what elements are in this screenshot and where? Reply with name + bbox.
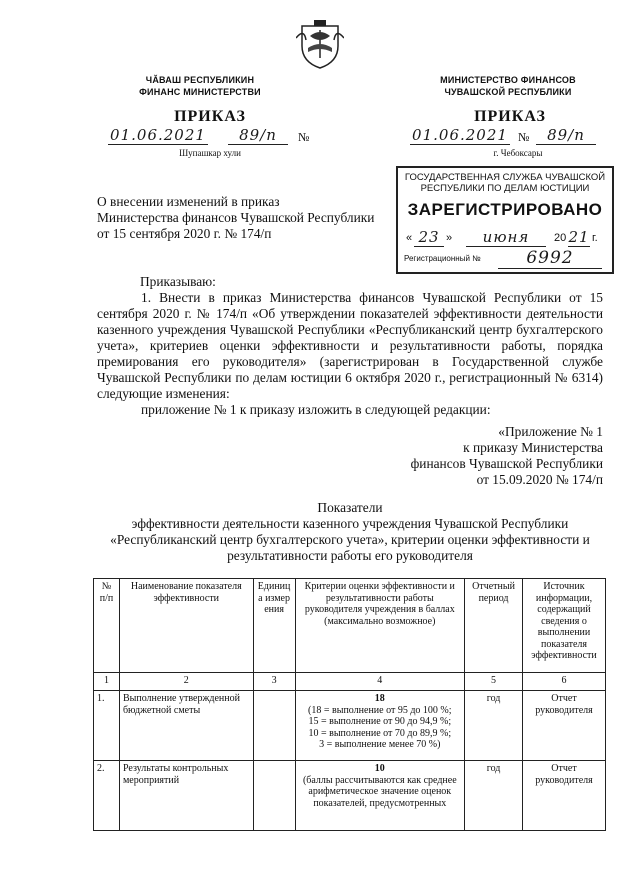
right-order-number: 89/п [536,126,596,145]
registration-stamp [396,166,614,274]
subject-line3: от 15 сентября 2020 г. № 174/п [97,226,272,241]
criteria-line: (18 = выполнение от 95 до 100 %; [308,704,452,716]
appendix-reference [360,424,603,488]
col-number-cell: 6 [523,673,606,691]
right-date-line [410,124,610,146]
appendix-line4: от 15.09.2020 № 174/п [476,472,603,487]
left-ministry-header [100,74,300,98]
col-number-cell: 3 [253,673,295,691]
right-header-line1: МИНИСТЕРСТВО ФИНАНСОВ [440,75,576,85]
stamp-month: июня [466,228,546,247]
criteria-line: 10 = выполнение от 70 до 89,9 %; [308,727,452,739]
right-header-line2: ЧУВАШСКОЙ РЕСПУБЛИКИ [444,87,572,97]
indicators-title-line4: результативности работы его руководителя [227,548,473,563]
appendix-line2: к приказу Министерства [463,440,603,455]
criteria-line: показателей, предусмотренных [313,797,447,809]
header-cell-period: Отчетный период [465,579,523,673]
order-paragraph-2: приложение № 1 к приказу изложить в следующей редакции: [141,402,491,417]
stamp-year-suffix: 21 [568,228,590,246]
stamp-reg-label: Регистрационный № [404,254,481,263]
stamp-quote-open: « [406,232,413,244]
header-cell-source: Источник информации, содержащий сведения о выполнении показателя эффективности [523,579,606,673]
indicators-table-wrap [93,578,607,840]
row-name: Выполнение утвержденной бюджетной сметы [119,691,253,761]
header-cell-unit: Единица измерения [253,579,295,673]
left-order-date: 01.06.2021 [108,126,208,145]
row-num: 2. [94,761,120,831]
subject-line1: О внесении изменений в приказ [97,194,280,209]
col-number-cell: 1 [94,673,120,691]
left-order-place: Шупашкар хули [179,148,241,158]
right-number-sign: № [518,130,530,144]
criteria-line: 3 = выполнение менее 70 %) [319,739,441,750]
row-score: 18 [374,693,385,704]
criteria-line: (баллы рассчитываются как среднее [302,774,457,786]
subject-line2: Министерства финансов Чувашской Республики [97,210,375,225]
header-cell-num: № п/п [94,579,120,673]
row-period: год [465,761,523,831]
header-cell-criteria: Критерии оценки эффективности и результативности работы руководителя учреждения в баллах (максимально возможное) [295,579,465,673]
row-period: год [465,691,523,761]
left-date-line [108,124,324,146]
right-order-word: ПРИКАЗ [474,108,546,125]
header-cell-name: Наименование показателя эффективности [119,579,253,673]
stamp-day: 23 [414,228,444,247]
indicators-title-line1: Показатели [317,500,383,515]
stamp-registered: ЗАРЕГИСТРИРОВАНО [407,200,603,219]
table-column-numbers-row [94,673,606,691]
col-number-cell: 5 [465,673,523,691]
order-paragraph-1: 1. Внести в приказ Министерства финансов Чувашской Республики от 15 сентября 2020 г. № 174/п «Об утверждении показателей эффективности деятельности казенного учреждения Чувашской Республики «Республиканский центр бухгалтерского учета», критериев оценки эффективности и результативности работы, порядка премирования его руководителя» (зарегистрирован в Государственной службе Чувашской Республики по делам юстиции 6 октября 2020 г., регистрационный № 6314) следующие изменения: [97,290,603,401]
stamp-line1: ГОСУДАРСТВЕННАЯ СЛУЖБА ЧУВАШСКОЙ [404,172,606,183]
row-criteria [295,691,465,761]
stamp-date-row [406,230,606,248]
table-row [94,691,606,761]
right-order-date: 01.06.2021 [410,126,510,145]
left-order-number: 89/п [228,126,288,145]
appendix-line3: финансов Чувашской Республики [410,456,603,471]
table-header-row [94,579,606,673]
stamp-reg-row [404,250,608,268]
indicators-title-line2: эффективности деятельности казенного учреждения Чувашской Республики [131,516,569,531]
left-header-line1: ЧĂВАШ РЕСПУБЛИКИН [145,75,255,85]
criteria-line: 15 = выполнение от 90 до 94,9 %; [308,716,452,727]
col-number-cell: 2 [119,673,253,691]
table-row [94,761,606,831]
left-order-word: ПРИКАЗ [174,108,246,125]
stamp-year-letter: г. [592,232,598,244]
criteria-line: арифметическое значение оценок [308,786,452,797]
col-number-cell: 4 [295,673,465,691]
row-source: Отчет руководителя [523,691,606,761]
row-unit [253,691,295,761]
stamp-line2: РЕСПУБЛИКИ ПО ДЕЛАМ ЮСТИЦИИ [420,183,590,194]
order-subject [97,194,397,242]
indicators-title-line3: «Республиканский центр бухгалтерского учета», критерии оценки эффективности и [110,532,590,547]
left-number-sign: № [298,130,310,144]
right-ministry-header [408,74,608,98]
row-name: Результаты контрольных мероприятий [119,761,253,831]
appendix-line1: «Приложение № 1 [498,424,603,439]
stamp-quote-close: » [446,232,453,244]
indicators-table [93,578,606,831]
row-unit [253,761,295,831]
row-source: Отчет руководителя [523,761,606,831]
row-score: 10 [374,763,385,774]
right-order-place: г. Чебоксары [493,148,543,158]
stamp-year-prefix: 20 [554,232,567,244]
indicators-title [97,500,603,564]
row-criteria [295,761,465,831]
stamp-reg-number: 6992 [498,248,602,269]
row-num: 1. [94,691,120,761]
order-intro: Приказываю: [140,274,216,289]
left-header-line2: ФИНАНС МИНИСТЕРСТВИ [139,87,261,97]
coat-of-arms-emblem [296,18,344,70]
